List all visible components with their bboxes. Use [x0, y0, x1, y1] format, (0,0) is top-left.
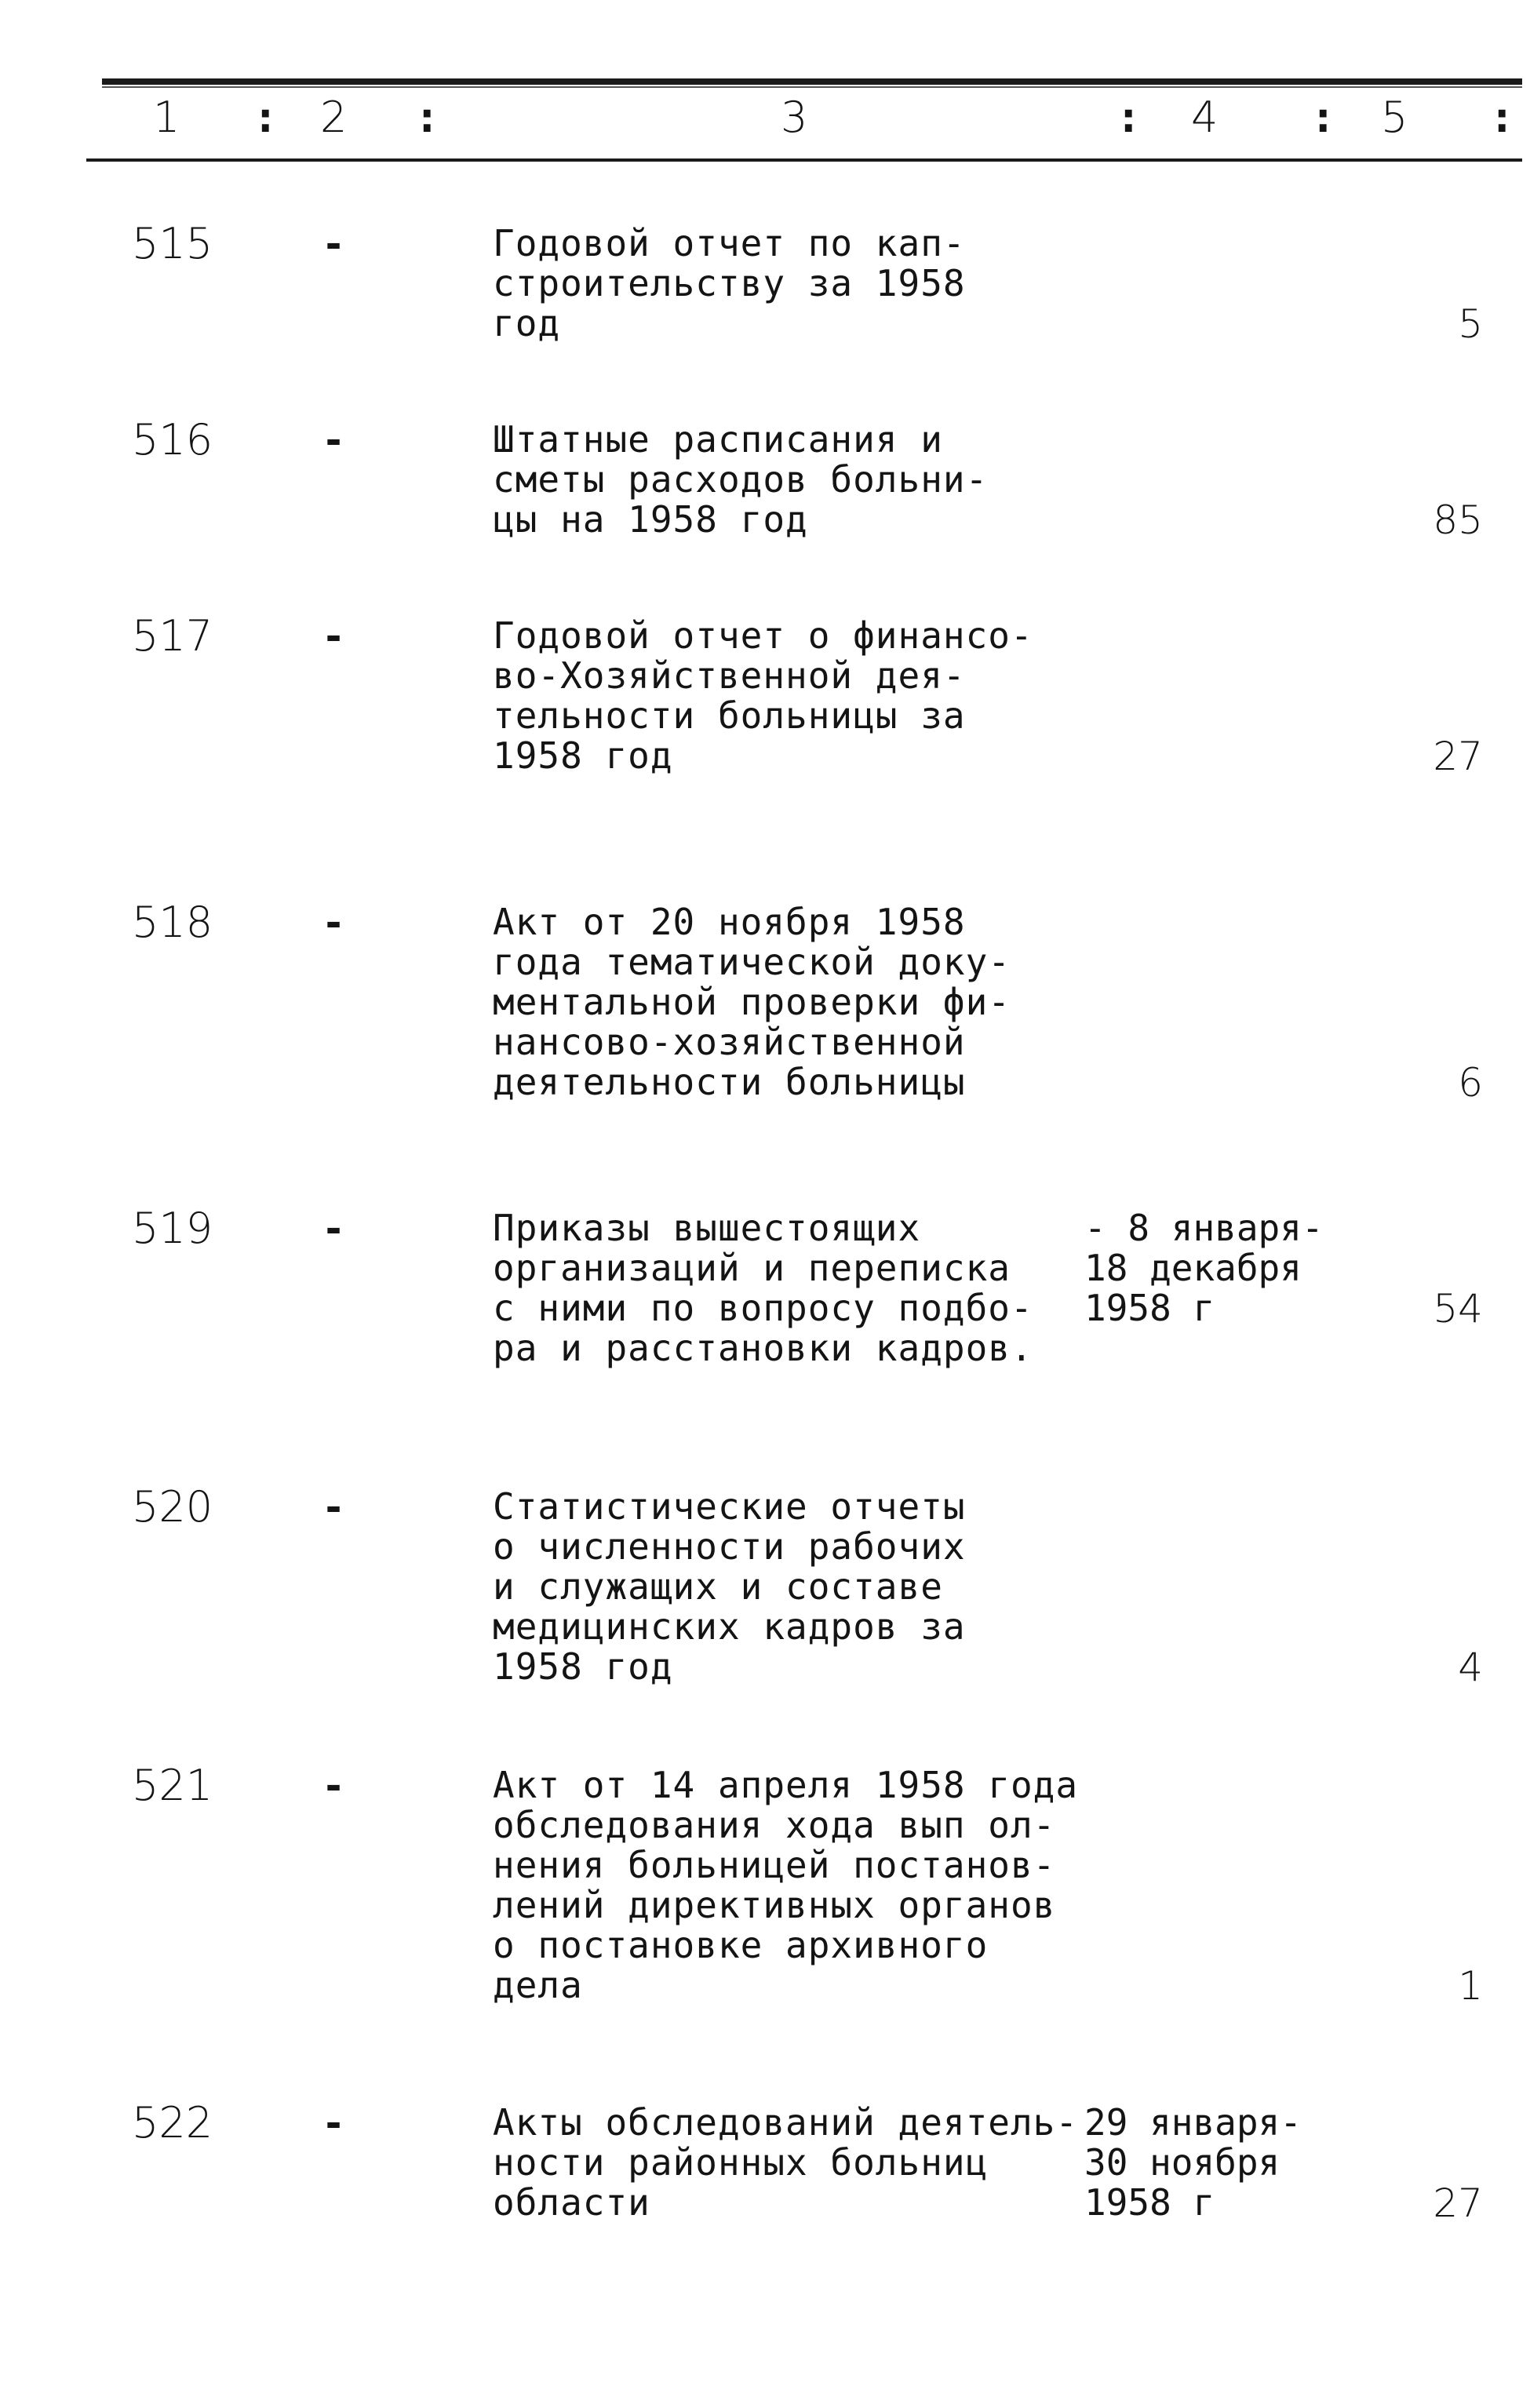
record-sheet-count: 1 — [1458, 1963, 1483, 2009]
record-title-line: ментальной проверки фи- — [493, 981, 1011, 1023]
record-sheet-count: 85 — [1433, 497, 1483, 543]
record-column-2-dash: - — [322, 417, 346, 463]
record-title — [493, 420, 988, 540]
record-title-line: строительству за 1958 — [493, 262, 966, 304]
record-sheet-count: 27 — [1433, 734, 1483, 779]
record-title-line: года тематической доку- — [493, 941, 1011, 983]
record-title — [493, 902, 1011, 1102]
record-title — [493, 1765, 1078, 2005]
record-number: 520 — [132, 1482, 213, 1532]
column-number-4: 4 — [1191, 93, 1219, 142]
record-title-line: Годовой отчет о финансо- — [493, 614, 1033, 657]
record-column-2-dash: - — [322, 614, 346, 659]
record-title-line: лений директивных органов — [493, 1884, 1056, 1926]
record-title-line: и служащих и составе — [493, 1565, 943, 1608]
record-number: 521 — [132, 1761, 213, 1810]
record-title-line: деятельности больницы — [493, 1061, 966, 1103]
record-number: 515 — [132, 219, 213, 268]
column-separator: : — [1310, 93, 1336, 142]
record-title-line: Приказы вышестоящих — [493, 1207, 921, 1249]
column-separator: : — [1489, 93, 1515, 142]
record-date-line: 29 января- — [1084, 2101, 1302, 2144]
record-column-2-dash: - — [322, 1206, 346, 1251]
header-bottom-rule — [86, 158, 1522, 162]
record-title-line: цы на 1958 год — [493, 498, 808, 541]
record-title-line: организаций и переписка — [493, 1247, 1011, 1289]
record-title-line: о постановке архивного — [493, 1924, 989, 1966]
record-title-line: Акт от 14 апреля 1958 года — [493, 1764, 1079, 1806]
record-title — [493, 2103, 1078, 2223]
record-title-line: ра и расстановки кадров. — [493, 1327, 1033, 1369]
column-separator: : — [253, 93, 279, 142]
record-title-line: с ними по вопросу подбо- — [493, 1287, 1033, 1329]
record-title-line: Акт от 20 ноября 1958 — [493, 901, 966, 943]
record-title-line: медицинских кадров за — [493, 1605, 966, 1648]
record-number: 522 — [132, 2098, 213, 2148]
column-number-3: 3 — [781, 93, 808, 142]
record-title-line: нансово-хозяйственной — [493, 1021, 966, 1063]
record-sheet-count: 4 — [1458, 1645, 1483, 1690]
record-sheet-count: 5 — [1458, 301, 1483, 347]
record-date-line: 30 ноября — [1084, 2141, 1280, 2184]
record-title — [493, 224, 966, 344]
record-title-line: о численности рабочих — [493, 1525, 966, 1568]
record-title-line: тельности больницы за — [493, 694, 966, 737]
record-number: 517 — [132, 611, 213, 661]
record-title — [493, 616, 1033, 776]
record-sheet-count: 27 — [1433, 2180, 1483, 2226]
record-dates — [1084, 1208, 1324, 1328]
column-separator: : — [1116, 93, 1142, 142]
header-top-rule — [102, 78, 1522, 85]
record-date-line: 1958 г — [1084, 2181, 1215, 2224]
record-title-line: во-Хозяйственной дея- — [493, 654, 966, 697]
record-title-line: Статистические отчеты — [493, 1485, 966, 1528]
record-number: 519 — [132, 1204, 213, 1253]
column-number-1: 1 — [153, 93, 180, 142]
record-title-line: сметы расходов больни- — [493, 458, 989, 501]
record-column-2-dash: - — [322, 1485, 346, 1530]
record-column-2-dash: - — [322, 2100, 346, 2146]
record-title — [493, 1208, 1033, 1368]
record-title-line: Акты обследований деятель- — [493, 2101, 1079, 2144]
record-date-line: 18 декабря — [1084, 1247, 1302, 1289]
header-top-rule-thin — [102, 86, 1522, 88]
record-title-line: ности районных больниц — [493, 2141, 989, 2184]
record-title-line: год — [493, 302, 561, 344]
record-number: 518 — [132, 898, 213, 947]
record-title-line: дела — [493, 1964, 583, 2006]
column-number-2: 2 — [320, 93, 348, 142]
record-column-2-dash: - — [322, 221, 346, 267]
column-number-5: 5 — [1381, 93, 1408, 142]
record-title — [493, 1487, 966, 1687]
record-date-line: - 8 января- — [1084, 1207, 1324, 1249]
record-title-line: 1958 год — [493, 734, 673, 777]
record-title-line: Штатные расписания и — [493, 418, 943, 461]
record-number: 516 — [132, 415, 213, 464]
record-sheet-count: 6 — [1458, 1060, 1483, 1106]
record-title-line: Годовой отчет по кап- — [493, 222, 966, 264]
record-title-line: 1958 год — [493, 1645, 673, 1688]
column-separator: : — [414, 93, 440, 142]
record-column-2-dash: - — [322, 900, 346, 945]
record-sheet-count: 54 — [1433, 1286, 1483, 1332]
record-title-line: нения больницей постанов- — [493, 1844, 1056, 1886]
record-dates — [1084, 2103, 1302, 2223]
record-column-2-dash: - — [322, 1763, 346, 1809]
record-date-line: 1958 г — [1084, 1287, 1215, 1329]
record-title-line: обследования хода вып ол- — [493, 1804, 1056, 1846]
record-title-line: области — [493, 2181, 650, 2224]
